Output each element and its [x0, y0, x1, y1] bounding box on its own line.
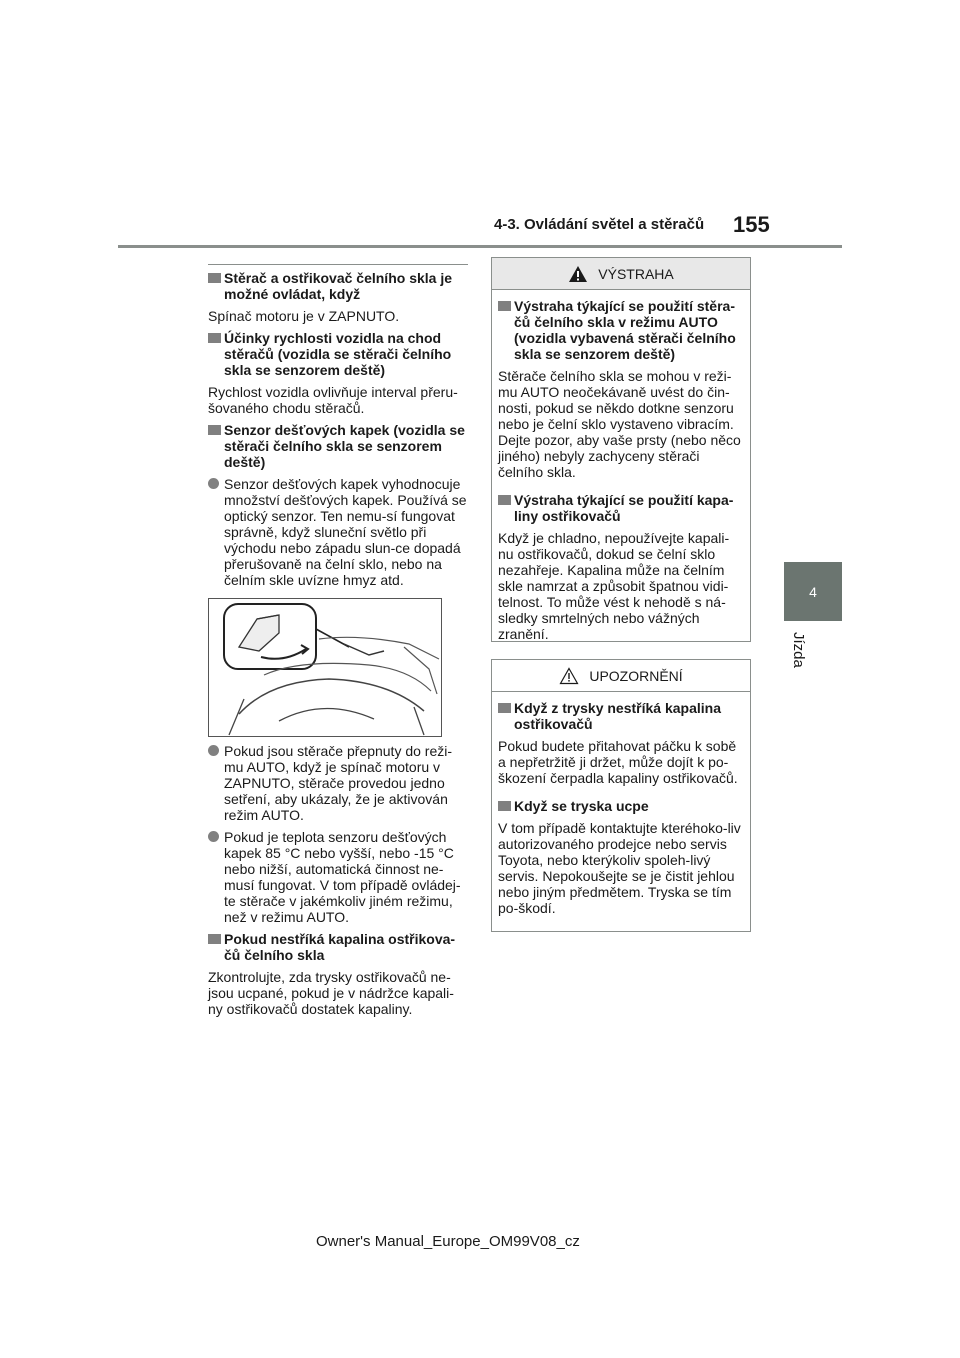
- chapter-number: 4: [809, 583, 817, 600]
- warning-triangle-icon: [568, 265, 588, 283]
- heading-rain-sensor: [208, 422, 468, 470]
- heading-operating-condition: [208, 270, 468, 302]
- heading-text: Pokud nestříká kapalina ostřikova-čů čelního skla: [224, 931, 456, 963]
- heading-nozzle-clogged: [498, 798, 744, 814]
- square-bullet-icon: [208, 333, 221, 343]
- header-divider: [118, 245, 842, 248]
- warning-header: [492, 258, 750, 290]
- caution-title: UPOZORNĚNÍ: [589, 667, 683, 684]
- square-bullet-icon: [208, 273, 221, 283]
- heading-washer-fluid-warning: [498, 492, 744, 524]
- paragraph: Zkontrolujte, zda trysky ostřikovačů ne-jsou ucpané, pokud je v nádržce kapali-ny ostřikovačů dostatek kapaliny.: [208, 969, 454, 1017]
- caution-header: [492, 660, 750, 692]
- heading-vehicle-speed: [208, 330, 468, 378]
- square-bullet-icon: [498, 301, 511, 311]
- heading-washer-fluid: [208, 931, 468, 963]
- round-bullet-icon: [208, 745, 219, 756]
- square-bullet-icon: [498, 495, 511, 505]
- paragraph: Pokud budete přitahovat páčku k sobě a nepřetržitě ji držet, může dojít k po-škození čerpadla kapaliny ostřikovačů.: [498, 738, 738, 786]
- warning-box: [491, 257, 751, 642]
- heading-text: Když se tryska ucpe: [514, 798, 649, 814]
- heading-text: Když z trysky nestříká kapalina ostřikovačů: [514, 700, 721, 732]
- column-divider: [208, 264, 468, 265]
- warning-title: VÝSTRAHA: [598, 265, 674, 282]
- page-number: 155: [733, 212, 770, 237]
- heading-auto-mode-warning: [498, 298, 744, 362]
- round-bullet-icon: [208, 831, 219, 842]
- section-title: 4-3. Ovládání světel a stěračů: [494, 216, 705, 233]
- round-bullet-icon: [208, 478, 219, 489]
- paragraph: Rychlost vozidla ovlivňuje interval přeru-šovaného chodu stěračů.: [208, 384, 458, 416]
- rain-sensor-illustration: [208, 598, 442, 737]
- paragraph: V tom případě kontaktujte kteréhoko-liv autorizovaného prodejce nebo servis Toyota, nebo kterýkoliv spoleh-livý servis. Nepokoušejte se je čistit jehlou nebo jiným předmětem. Tryska se tím po-škodí.: [498, 820, 741, 916]
- paragraph: Spínač motoru je v ZAPNUTO.: [208, 308, 400, 324]
- list-item: [208, 476, 468, 588]
- heading-text: Senzor dešťových kapek (vozidla se stěrači čelního skla se senzorem deště): [224, 422, 465, 470]
- chapter-label: Jízda: [790, 632, 807, 668]
- paragraph: Když je chladno, nepoužívejte kapali-nu ostřikovačů, dokud se čelní sklo nezahřeje. Kapalina může na čelním skle namrzat a způsobit špatnou vidi-telnost. To může vést k nehodě s ná-sledky smrtelných nebo vážných zranění.: [498, 530, 730, 642]
- chapter-tab: [784, 562, 842, 621]
- heading-nozzle-not-spraying: [498, 700, 744, 732]
- left-column: [208, 270, 468, 1017]
- list-item: [208, 829, 468, 925]
- list-item-text: Senzor dešťových kapek vyhodnocuje množství dešťových kapek. Používá se optický senzor. Ten nemu-sí fungovat správně, když sluneční světlo při východu nebo západu slun-ce dopadá přerušovaně na čelní sklo, nebo na čelním skle uvízne hmyz atd.: [224, 476, 467, 588]
- paragraph: Stěrače čelního skla se mohou v reži-mu AUTO neočekávaně uvést do čin-nosti, pokud se někdo dotkne senzoru nebo je čelní sklo vystaveno vibracím. Dejte pozor, aby vaše prsty (nebo něco jiného) nebyly zachyceny stěrači čelního skla.: [498, 368, 741, 480]
- caution-box: [491, 659, 751, 932]
- heading-text: Výstraha týkající se použití kapa-liny ostřikovačů: [514, 492, 734, 524]
- list-item-text: Pokud jsou stěrače přepnuty do reži-mu AUTO, když je spínač motoru v ZAPNUTO, stěrače provedou jedno setření, aby ukázaly, že je aktivován režim AUTO.: [224, 743, 453, 823]
- caution-triangle-icon: [559, 667, 579, 685]
- square-bullet-icon: [208, 425, 221, 435]
- square-bullet-icon: [208, 934, 221, 944]
- windshield-sensor-icon: [209, 599, 441, 736]
- square-bullet-icon: [498, 703, 511, 713]
- list-item-text: Pokud je teplota senzoru dešťových kapek 85 °C nebo vyšší, nebo -15 °C nebo nižší, automatická činnost ne-musí fungovat. V tom případě ovládej-te stěrače v jakémkoliv jiném režimu, než v režimu AUTO.: [224, 829, 461, 925]
- list-item: [208, 743, 468, 823]
- heading-text: Účinky rychlosti vozidla na chod stěračů (vozidla se stěrači čelního skla se senzorem deště): [224, 330, 452, 378]
- heading-text: Stěrač a ostřikovač čelního skla je možné ovládat, když: [224, 270, 453, 302]
- heading-text: Výstraha týkající se použití stěra-čů čelního skla v režimu AUTO (vozidla vybavená stěrači čelního skla se senzorem deště): [514, 298, 736, 362]
- square-bullet-icon: [498, 801, 511, 811]
- footer-text: Owner's Manual_Europe_OM99V08_cz: [316, 1233, 580, 1250]
